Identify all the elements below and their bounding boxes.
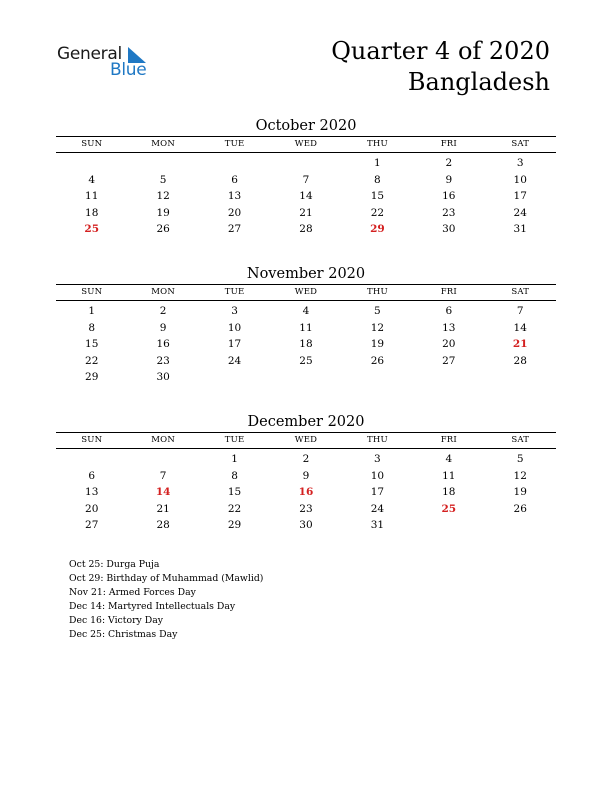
day-cell: 8 [374,173,381,186]
day-cell: 9 [302,469,310,482]
empty-day-cell [270,155,341,172]
week-row [56,369,556,386]
day-cell: 8 [88,321,96,334]
day-cell: 28 [156,519,170,531]
day-cell: 27 [85,519,99,531]
day-cell: 15 [370,190,385,202]
day-cell: 19 [156,206,170,219]
logo-text-general: General [57,44,122,64]
weekday-label: TUE [224,435,245,445]
month-title: October 2020 [255,118,357,134]
day-cell: 21 [299,206,313,219]
day-cell: 14 [513,321,527,334]
weekday-header-row [56,433,556,449]
day-cell: 18 [442,486,456,498]
day-cell: 11 [442,469,456,482]
day-cell: 19 [370,338,385,350]
week-row [56,221,556,238]
month-october [56,116,556,238]
day-cell: 28 [513,354,527,367]
weekday-label: FRI [440,435,457,445]
day-cell: 15 [227,486,242,498]
day-cell: 4 [302,305,310,317]
holiday-day-cell: 25 [84,223,100,235]
weekday-label: MON [151,287,175,297]
day-cell: 20 [85,502,99,515]
week-row [56,353,556,370]
weekday-label: SUN [81,287,103,297]
day-cell: 5 [374,305,381,317]
day-cell: 4 [88,173,96,186]
day-cell: 20 [442,338,456,350]
day-cell: 17 [513,190,527,202]
empty-day-cell [413,517,484,534]
empty-day-cell [199,369,270,386]
holiday-note: Oct 25: Durga Puja [69,559,160,570]
week-row [56,451,556,468]
day-cell: 23 [442,206,456,219]
day-cell: 20 [227,206,242,219]
month-november [56,264,556,386]
day-cell: 7 [302,173,310,186]
day-cell: 12 [370,321,385,334]
day-cell: 5 [159,173,167,186]
day-cell: 22 [227,502,242,515]
weekday-label: WED [294,139,318,149]
calendar-grid [56,136,556,238]
day-cell: 16 [442,190,456,202]
day-cell: 10 [370,469,385,482]
weekday-label: SAT [511,435,530,445]
calendar-grid [56,284,556,386]
day-cell: 26 [513,502,527,515]
day-cell: 2 [445,157,453,169]
day-cell: 31 [370,519,385,531]
quarter-title: Quarter 4 of 2020 [331,37,550,65]
weekday-label: SUN [81,139,103,149]
day-cell: 27 [227,223,242,235]
empty-day-cell [342,369,413,386]
logo-text-blue: Blue [110,60,147,80]
weekday-label: SAT [511,139,530,149]
day-cell: 10 [513,173,527,186]
empty-day-cell [127,451,198,468]
day-cell: 9 [445,173,453,186]
day-cell: 24 [513,206,527,219]
weekday-label: TUE [224,139,245,149]
country-title: Bangladesh [407,68,550,96]
holiday-note: Dec 16: Victory Day [69,615,163,626]
day-cell: 23 [156,354,170,367]
holiday-notes [69,558,263,642]
day-cell: 16 [156,338,170,350]
empty-day-cell [485,369,556,386]
month-december [56,412,556,534]
week-row [56,336,556,353]
day-cell: 6 [445,305,453,317]
day-cell: 3 [516,157,524,169]
day-cell: 29 [85,371,99,383]
day-cell: 7 [516,305,524,317]
week-row [56,188,556,205]
weekday-label: THU [366,435,388,445]
day-cell: 13 [442,321,456,334]
week-row [56,501,556,518]
day-cell: 22 [370,206,385,219]
weekday-label: FRI [440,139,457,149]
month-title: December 2020 [247,414,365,430]
month-title: November 2020 [246,266,366,282]
day-cell: 26 [156,223,170,235]
week-row [56,155,556,172]
day-cell: 14 [299,190,313,202]
day-cell: 17 [370,486,385,498]
day-cell: 7 [159,469,167,482]
calendar-grid [56,432,556,534]
day-cell: 28 [299,223,313,235]
empty-day-cell [56,451,127,468]
holiday-day-cell: 16 [298,486,314,498]
day-cell: 24 [227,354,242,367]
empty-day-cell [485,517,556,534]
weekday-label: WED [294,287,318,297]
day-cell: 12 [156,190,170,202]
generalblue-logo [57,44,157,82]
weekday-header-row [56,285,556,301]
day-cell: 21 [156,502,170,515]
holiday-day-cell: 14 [155,486,171,498]
empty-day-cell [199,155,270,172]
day-cell: 6 [231,173,238,186]
day-cell: 11 [85,190,99,202]
weekday-label: SAT [511,287,530,297]
week-row [56,205,556,222]
day-cell: 1 [374,157,381,169]
empty-day-cell [56,155,127,172]
day-cell: 8 [231,469,238,482]
day-cell: 1 [88,305,96,317]
day-cell: 30 [156,371,170,383]
weekday-label: SUN [81,435,103,445]
empty-day-cell [413,369,484,386]
weekday-label: MON [151,435,175,445]
week-row [56,484,556,501]
day-cell: 22 [85,354,99,367]
day-cell: 10 [227,321,242,334]
day-cell: 15 [85,338,99,350]
day-cell: 26 [370,354,385,367]
day-cell: 18 [85,206,99,219]
day-cell: 19 [513,486,527,498]
holiday-day-cell: 21 [512,338,528,350]
holiday-day-cell: 25 [441,502,457,515]
empty-day-cell [270,369,341,386]
week-row [56,320,556,337]
holiday-day-cell: 29 [370,223,385,235]
day-cell: 13 [85,486,99,498]
weekday-label: TUE [224,287,245,297]
weekday-header-row [56,137,556,153]
day-cell: 30 [442,223,456,235]
day-cell: 23 [299,502,313,515]
day-cell: 2 [302,453,310,465]
week-row [56,517,556,534]
day-cell: 18 [299,338,313,350]
day-cell: 3 [231,305,238,317]
day-cell: 29 [227,519,242,531]
day-cell: 1 [231,453,238,465]
holiday-note: Dec 14: Martyred Intellectuals Day [69,601,236,612]
day-cell: 13 [227,190,242,202]
holiday-note: Dec 25: Christmas Day [69,629,178,640]
holiday-note: Nov 21: Armed Forces Day [69,587,196,598]
day-cell: 27 [442,354,456,367]
day-cell: 11 [299,321,313,334]
holiday-note: Oct 29: Birthday of Muhammad (Mawlid) [69,573,264,584]
day-cell: 4 [445,453,453,465]
day-cell: 30 [299,519,313,531]
week-row [56,303,556,320]
weekday-label: FRI [440,287,457,297]
week-row [56,468,556,485]
day-cell: 31 [513,223,527,235]
day-cell: 2 [159,305,167,317]
page-title [331,36,550,98]
day-cell: 5 [516,453,524,465]
week-row [56,172,556,189]
day-cell: 17 [227,338,242,350]
day-cell: 9 [159,321,167,334]
weekday-label: THU [366,287,388,297]
day-cell: 3 [374,453,381,465]
day-cell: 12 [513,469,527,482]
day-cell: 6 [88,469,96,482]
day-cell: 25 [299,354,313,367]
day-cell: 24 [370,502,385,515]
empty-day-cell [127,155,198,172]
weekday-label: MON [151,139,175,149]
weekday-label: WED [294,435,318,445]
weekday-label: THU [366,139,388,149]
